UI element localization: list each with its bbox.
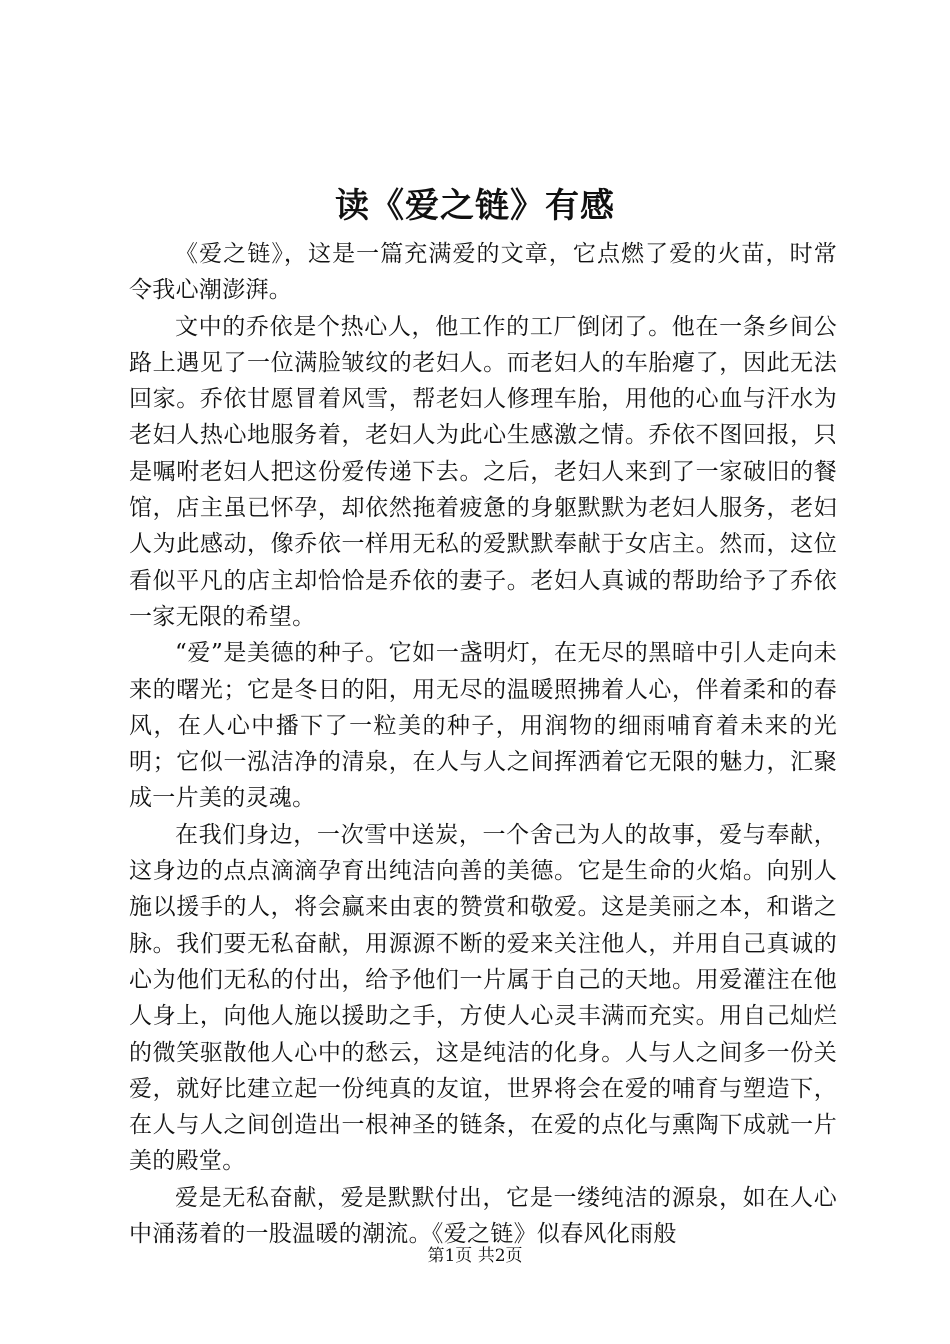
paragraph: “爱”是美德的种子。它如一盏明灯，在无尽的黑暗中引人走向未来的曙光；它是冬日的阳，用无尽的温暖照拂着人心，伴着柔和的春风，在人心中播下了一粒美的种子，用润物的细雨哺育着未来的光明；它似一泓洁净的清泉，在人与人之间挥洒着它无限的魅力，汇聚成一片美的灵魂。: [129, 640, 837, 812]
document-title: 读《爱之链》有感: [335, 186, 615, 226]
paragraph: 《爱之链》，这是一篇充满爱的文章，它点燃了爱的火苗，时常令我心潮澎湃。: [129, 241, 837, 304]
paragraph: 爱是无私奋献，爱是默默付出，它是一缕纯洁的源泉，如在人心中涌荡着的一股温暖的潮流。《爱之链》似春风化雨般: [129, 1184, 837, 1248]
paragraph: 在我们身边，一次雪中送炭，一个舍己为人的故事，爱与奉献，这身边的点点滴滴孕育出纯洁向善的美德。它是生命的火焰。向别人施以援手的人，将会赢来由衷的赞赏和敬爱。这是美丽之本，和谐之脉。我们要无私奋献，用源源不断的爱来关注他人，并用自己真诚的心为他们无私的付出，给予他们一片属于自己的天地。用爱灌注在他人身上，向他人施以援助之手，方使人心灵丰满而充实。用自己灿烂的微笑驱散他人心中的愁云，这是纯洁的化身。人与人之间多一份关爱，就好比建立起一份纯真的友谊，世界将会在爱的哺育与塑造下，在人与人之间创造出一根神圣的链条，在爱的点化与熏陶下成就一片美的殿堂。: [129, 821, 837, 1175]
document-body: [129, 236, 837, 1252]
paragraph: 文中的乔依是个热心人，他工作的工厂倒闭了。他在一条乡间公路上遇见了一位满脸皱纹的老妇人。而老妇人的车胎瘪了，因此无法回家。乔依甘愿冒着风雪，帮老妇人修理车胎，用他的心血与汗水为老妇人热心地服务着，老妇人为此心生感激之情。乔依不图回报，只是嘱咐老妇人把这份爱传递下去。之后，老妇人来到了一家破旧的餐馆，店主虽已怀孕，却依然拖着疲惫的身躯默默为老妇人服务，老妇人为此感动，像乔依一样用无私的爱默默奉献于女店主。然而，这位看似平凡的店主却恰恰是乔依的妻子。老妇人真诚的帮助给予了乔依一家无限的希望。: [129, 313, 837, 630]
page-number-footer: 第1页 共2页: [427, 1246, 523, 1266]
